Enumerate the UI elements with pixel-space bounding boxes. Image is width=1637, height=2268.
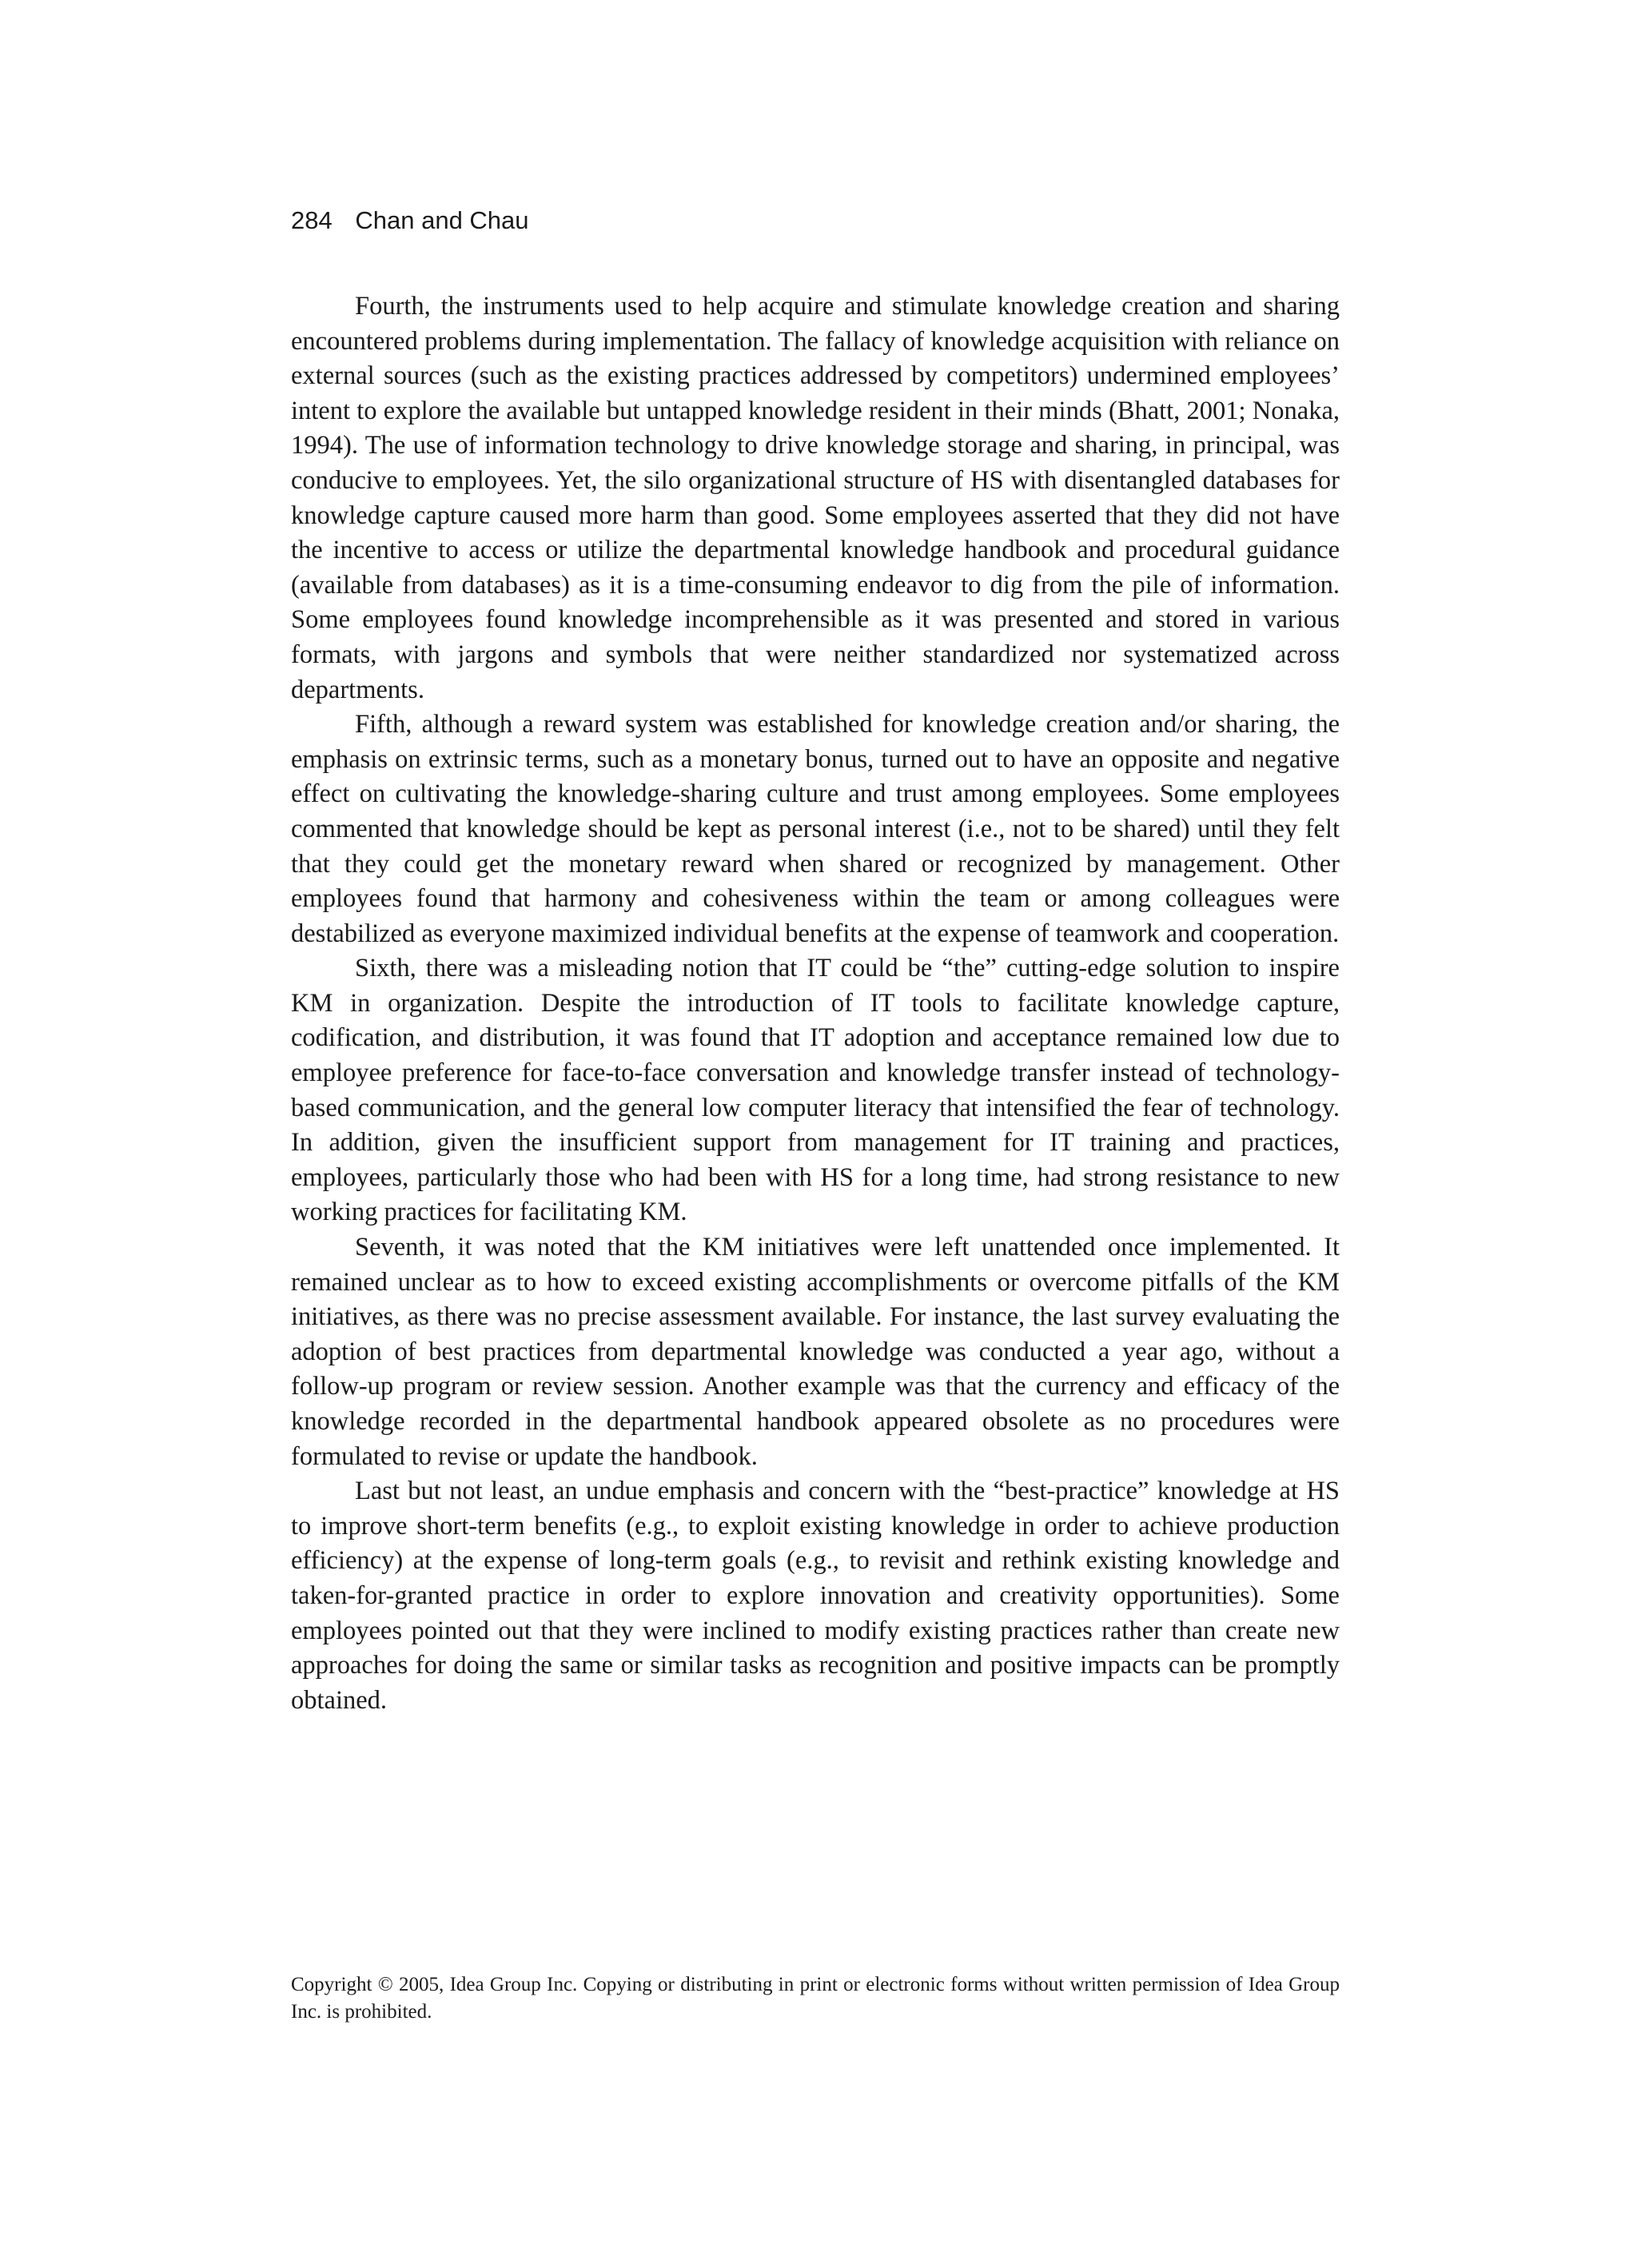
- running-title: Chan and Chau: [355, 206, 529, 234]
- running-head: [291, 206, 529, 235]
- copyright-notice: Copyright © 2005, Idea Group Inc. Copying or distributing in print or electronic forms without written permission of Idea Group Inc. is prohibited.: [291, 1974, 1340, 2023]
- paragraph-seventh: Seventh, it was noted that the KM initiatives were left unattended once implemented. It remained unclear as to how to exceed existing accomplishments or overcome pitfalls of the KM initiatives, as there was no precise assessment available. For instance, the last survey evaluating the adoption of best practices from departmental knowledge was conducted a year ago, without a follow-up program or review session. Another example was that the currency and efficacy of the knowledge recorded in the departmental handbook appeared obsolete as no procedures were formulated to revise or update the handbook.: [291, 1233, 1340, 1471]
- paragraph-last: Last but not least, an undue emphasis and concern with the “best-practice” knowledge at HS to improve short-term benefits (e.g., to exploit existing knowledge in order to achieve production efficiency) at the expense of long-term goals (e.g., to revisit and rethink existing knowledge and taken-for-granted practice in order to explore innovation and creativity opportunities). Some employees pointed out that they were inclined to modify existing practices rather than create new approaches for doing the same or similar tasks as recognition and positive impacts can be promptly obtained.: [291, 1477, 1340, 1715]
- page-number: 284: [291, 206, 333, 234]
- body-text: [291, 289, 1340, 1718]
- paragraph-fifth: Fifth, although a reward system was established for knowledge creation and/or sharing, the emphasis on extrinsic terms, such as a monetary bonus, turned out to have an opposite and negative effect on cultivating the knowledge-sharing culture and trust among employees. Some employees commented that knowledge should be kept as personal interest (i.e., not to be shared) until they felt that they could get the monetary reward when shared or recognized by management. Other employees found that harmony and cohesiveness within the team or among colleagues were destabilized as everyone maximized individual benefits at the expense of teamwork and cooperation.: [291, 710, 1340, 948]
- paragraph-fourth: Fourth, the instruments used to help acquire and stimulate knowledge creation and sharing encountered problems during implementation. The fallacy of knowledge acquisition with reliance on external sources (such as the existing practices addressed by competitors) undermined employees’ intent to explore the available but untapped knowledge resident in their minds (Bhatt, 2001; Nonaka, 1994). The use of information technology to drive knowledge storage and sharing, in principal, was conducive to employees. Yet, the silo organizational structure of HS with disentangled databases for knowledge capture caused more harm than good. Some employees asserted that they did not have the incentive to access or utilize the departmental knowledge handbook and procedural guidance (available from databases) as it is a time-consuming endeavor to dig from the pile of information. Some employees found knowledge incomprehensible as it was presented and stored in various formats, with jargons and symbols that were neither standardized nor systematized across departments.: [291, 292, 1340, 704]
- paragraph-sixth: Sixth, there was a misleading notion that IT could be “the” cutting-edge solution to inspire KM in organization. Despite the introduction of IT tools to facilitate knowledge capture, codification, and distribution, it was found that IT adoption and acceptance remained low due to employee preference for face-to-face conversation and knowledge transfer instead of technology-based communication, and the general low computer literacy that intensified the fear of technology. In addition, given the insufficient support from management for IT training and practices, employees, particularly those who had been with HS for a long time, had strong resistance to new working practices for facilitating KM.: [291, 954, 1340, 1227]
